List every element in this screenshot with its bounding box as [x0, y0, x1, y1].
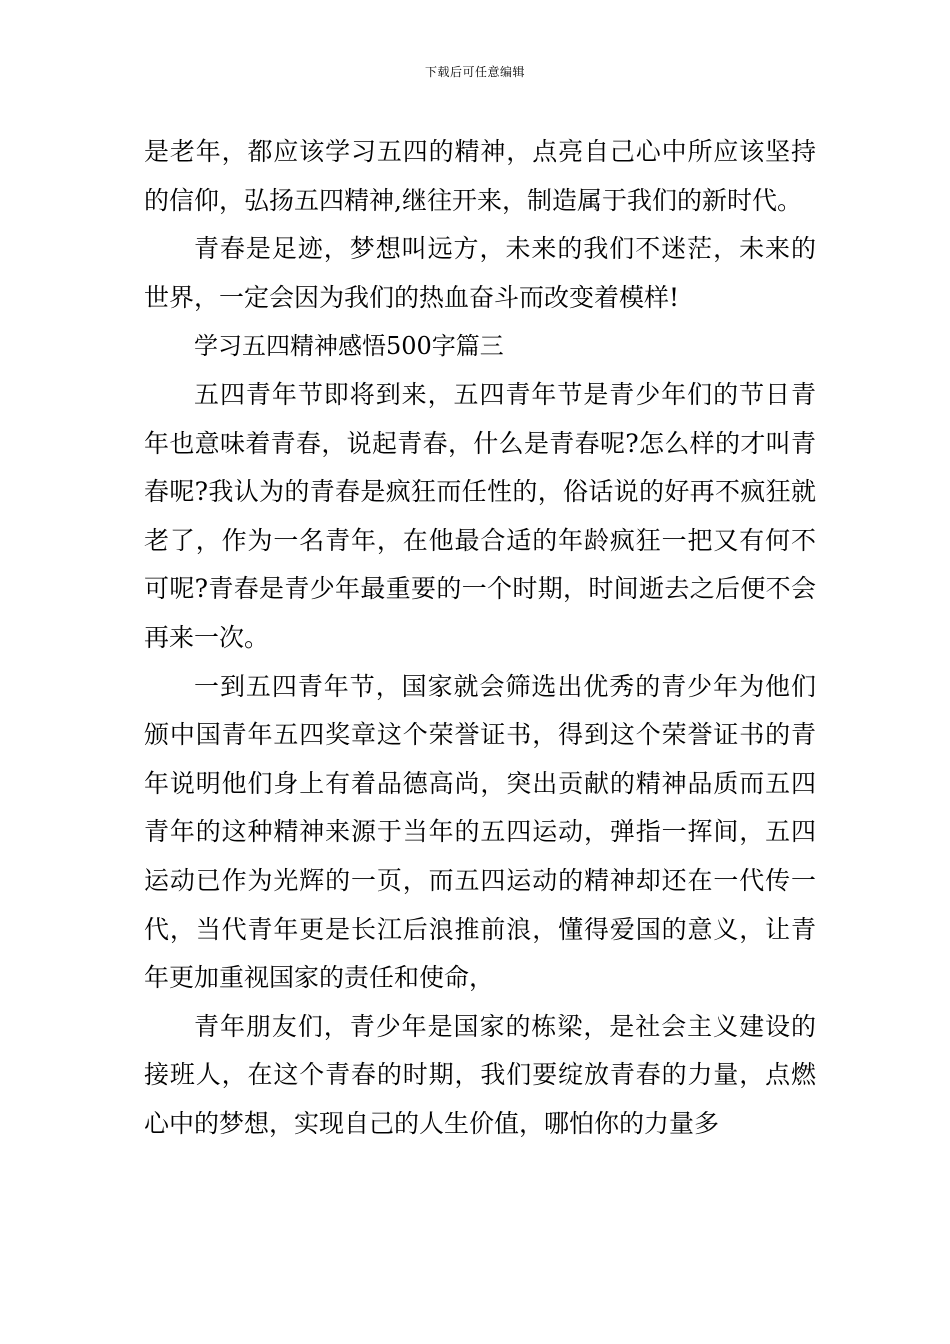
- page-header: 下载后可任意编辑: [424, 65, 525, 79]
- paragraph: 青春是足迹，梦想叫远方，未来的我们不迷茫，未来的世界，一定会因为我们的热血奋斗而改变着模样!: [144, 234, 816, 312]
- document-body: [144, 128, 816, 1148]
- paragraph: 青年朋友们，青少年是国家的栋梁，是社会主义建设的接班人，在这个青春的时期，我们要绽放青春的力量，点燃心中的梦想，实现自己的人生价值，哪怕你的力量多: [144, 1011, 816, 1138]
- paragraph-continuation: 是老年，都应该学习五四的精神，点亮自己心中所应该坚持的信仰，弘扬五四精神,继往开来，制造属于我们的新时代。: [144, 137, 816, 215]
- paragraph: 五四青年节即将到来，五四青年节是青少年们的节日青年也意味着青春，说起青春，什么是青春呢?怎么样的才叫青春呢?我认为的青春是疯狂而任性的，俗话说的好再不疯狂就老了，作为一名青年，在他最合适的年龄疯狂一把又有何不可呢?青春是青少年最重要的一个时期，时间逝去之后便不会再来一次。: [144, 379, 816, 652]
- section-heading: 学习五四精神感悟500字篇三: [194, 332, 504, 361]
- paragraph: 一到五四青年节，国家就会筛选出优秀的青少年为他们颁中国青年五四奖章这个荣誉证书，得到这个荣誉证书的青年说明他们身上有着品德高尚，突出贡献的精神品质而五四青年的这种精神来源于当年的五四运动，弹指一挥间，五四运动已作为光辉的一页，而五四运动的精神却还在一代传一代，当代青年更是长江后浪推前浪，懂得爱国的意义，让青年更加重视国家的责任和使命，: [144, 671, 816, 993]
